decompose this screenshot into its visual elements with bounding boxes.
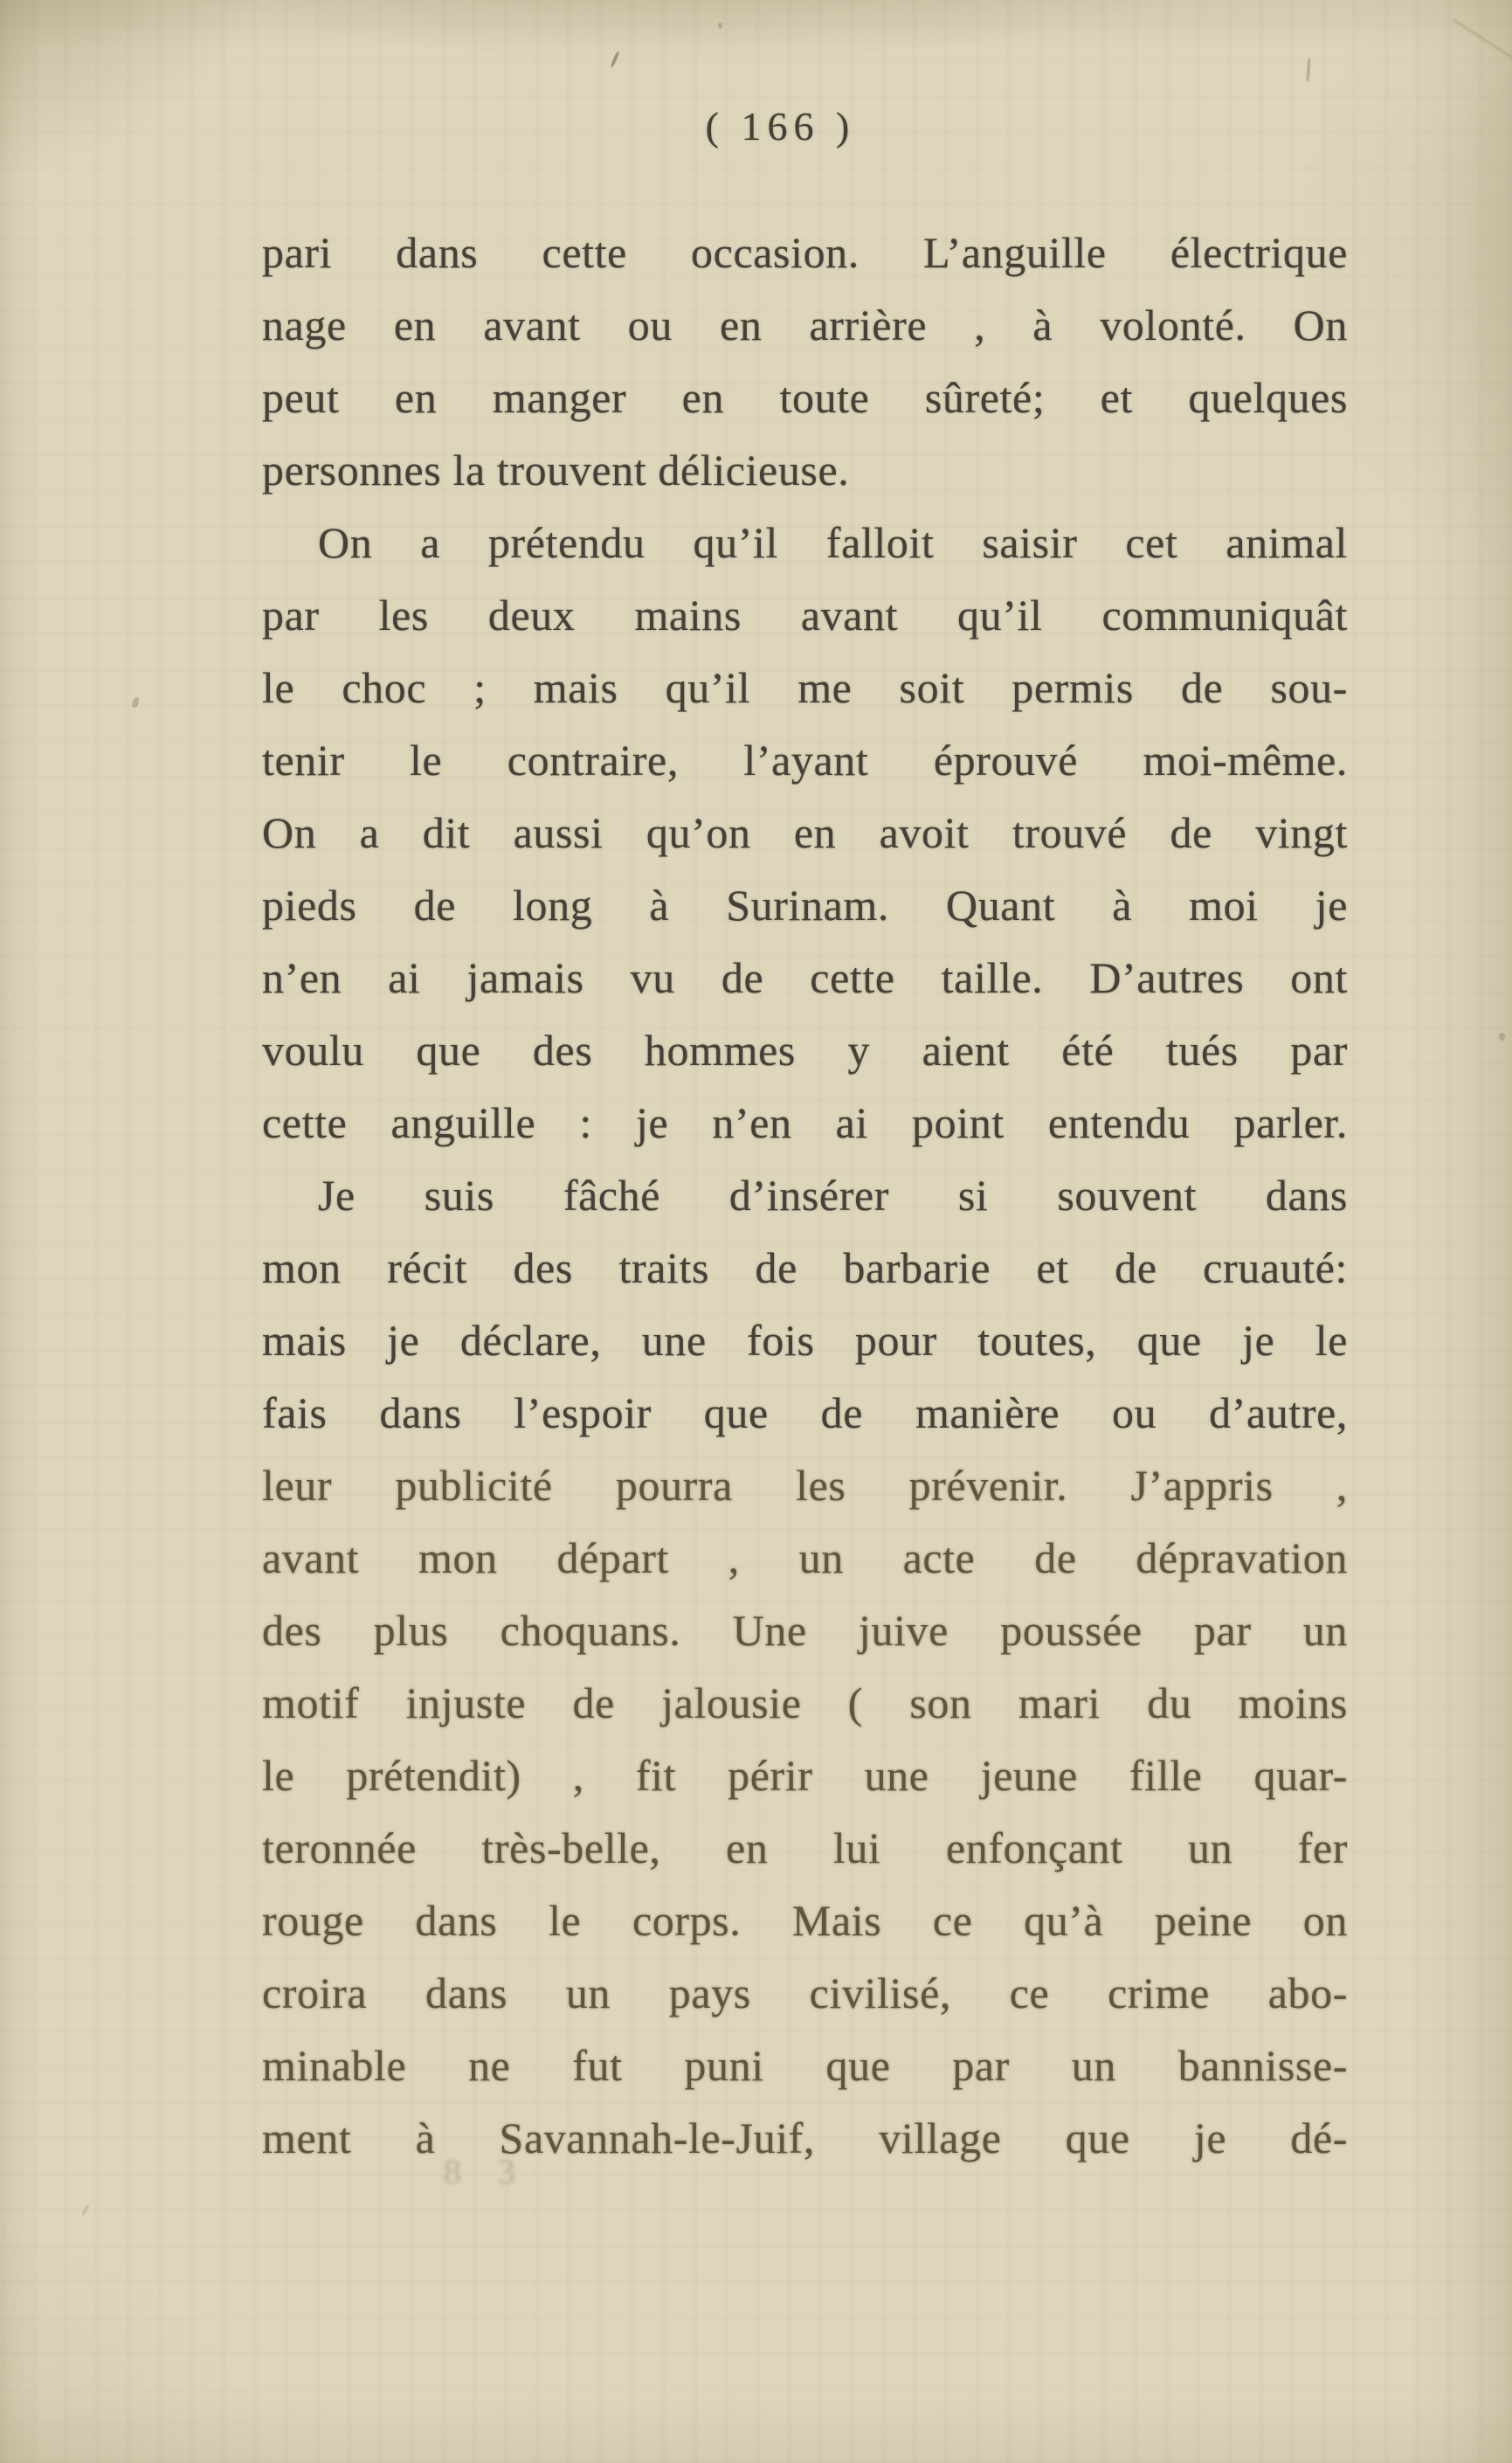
text-line: par les deux mains avant qu’il communiquât [262,591,1348,640]
show-through-mark: 8 3 [444,2152,529,2191]
text-line: voulu que des hommes y aient été tués par [262,1026,1348,1075]
text-line: le choc ; mais qu’il me soit permis de sou- [262,663,1348,712]
text-line: teronnée très-belle, en lui enfonçant un fer [262,1823,1348,1872]
text-line: des plus choquans. Une juive poussée par un [262,1606,1348,1655]
text-line: personnes la trouvent délicieuse. [262,446,850,495]
text-line: mais je déclare, une fois pour toutes, que je le [262,1316,1348,1365]
paper-speck [610,51,620,68]
text-line: fais dans l’espoir que de manière ou d’autre, [262,1388,1348,1437]
text-line: ment à Savannah-le-Juif, village que je dé- [262,2114,1348,2162]
text-line: Je suis fâché d’insérer si souvent dans [318,1171,1348,1220]
text-line: motif injuste de jalousie ( son mari du moins [262,1678,1348,1727]
text-line: mon récit des traits de barbarie et de cruauté: [262,1243,1348,1292]
text-line: tenir le contraire, l’ayant éprouvé moi-même. [262,736,1348,785]
text-line: leur publicité pourra les prévenir. J’appris , [262,1461,1348,1510]
paper-crease [1453,18,1512,92]
text-line: rouge dans le corps. Mais ce qu’à peine on [262,1896,1348,1945]
text-block [262,217,1348,2175]
paper-speck [718,23,722,29]
text-line: n’en ai jamais vu de cette taille. D’autres ont [262,953,1348,1002]
text-line: pieds de long à Surinam. Quant à moi je [262,881,1348,930]
paper-speck [132,696,141,708]
text-line: On a prétendu qu’il falloit saisir cet animal [318,518,1348,567]
text-line: On a dit aussi qu’on en avoit trouvé de vingt [262,808,1348,857]
text-line: cette anguille : je n’en ai point entendu parler. [262,1098,1348,1147]
page-number: ( 166 ) [705,104,856,149]
paper-speck [1499,1033,1505,1041]
text-line: nage en avant ou en arrière , à volonté. On [262,301,1348,349]
text-line: avant mon départ , un acte de dépravation [262,1533,1348,1582]
text-line: minable ne fut puni que par un bannisse- [262,2041,1348,2090]
text-line: pari dans cette occasion. L’anguille électrique [262,228,1348,277]
text-line: peut en manger en toute sûreté; et quelques [262,373,1348,422]
text-line: le prétendit) , fit périr une jeune fille quar- [262,1751,1348,1800]
paper-speck [1306,58,1311,82]
paper-speck [81,2204,90,2216]
text-line: croira dans un pays civilisé, ce crime abo- [262,1968,1348,2017]
